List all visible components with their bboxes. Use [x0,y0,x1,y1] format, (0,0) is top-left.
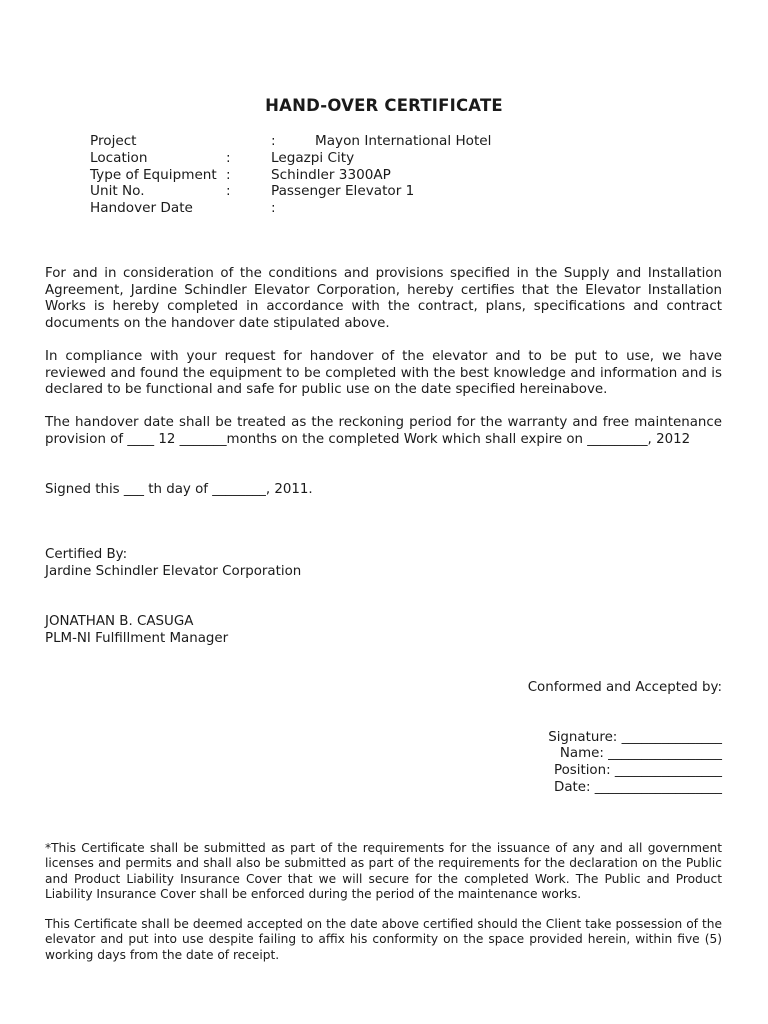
info-value: Mayon International Hotel [315,133,492,149]
info-colon: : [271,200,276,217]
signatory-position: PLM-NI Fulfillment Manager [45,631,229,646]
paragraph-compliance: In compliance with your request for handover of the elevator and to be put to use, we have reviewed and found the equipment to be completed with the best knowledge and information and is declared to be functional and safe for public use on the date specified hereinabove. [45,349,722,398]
position-field: Position: ________________ [553,763,722,778]
info-row-location [90,150,540,167]
info-label: Project [90,133,137,149]
project-info-block [90,133,540,217]
info-row-unit [90,183,540,200]
info-row-handover-date [90,200,540,217]
certified-by-heading: Certified By: [45,547,128,562]
document-title: HAND-OVER CERTIFICATE [265,96,503,115]
info-label: Handover Date [90,200,193,217]
paragraph-certification: For and in consideration of the conditions and provisions specified in the Supply and Installation Agreement, Jardine Schindler Elevator Corporation, hereby certifies that the Elevator Installation Works is hereby completed in accordance with the contract, plans, specifications and contract documents on the handover date stipulated above. [45,266,722,331]
signed-line: Signed this ___ th day of ________, 2011. [45,482,313,497]
info-row-project [90,133,540,150]
conformed-heading: Conformed and Accepted by: [527,680,722,695]
note-submission: *This Certificate shall be submitted as part of the requirements for the issuance of any and all government licenses and permits and shall also be submitted as part of the requirements for the declaration on the Public and Product Liability Insurance Cover that we will secure for the completed Work. The Public and Product Liability Insurance Cover shall be enforced during the period of the maintenance works. [45,841,722,902]
info-value: Legazpi City [271,149,355,166]
info-colon: : [226,166,231,183]
info-label: Location [90,149,148,166]
info-label: Unit No. [90,183,145,200]
info-label: Type of Equipment [90,166,217,183]
signature-field: Signature: _______________ [548,730,722,745]
paragraph-warranty: The handover date shall be treated as the reckoning period for the warranty and free maintenance provision of ____ 12 _______months on the completed Work which shall expire on _________, 2012 [45,415,722,447]
signatory-name: JONATHAN B. CASUGA [45,614,194,629]
certifying-company: Jardine Schindler Elevator Corporation [45,564,302,579]
date-field: Date: ___________________ [554,780,722,795]
info-colon: : [226,149,231,166]
note-acceptance: This Certificate shall be deemed accepted on the date above certified should the Client take possession of the elevator and put into use despite failing to affix his conformity on the space provided herein, within five (5) working days from the date of receipt. [45,917,722,962]
info-value: Schindler 3300AP [271,166,391,183]
info-colon: : [271,133,276,149]
name-field: Name: _________________ [559,746,722,761]
info-row-equipment [90,167,540,184]
info-colon: : [226,183,231,200]
info-value: Passenger Elevator 1 [271,183,415,200]
